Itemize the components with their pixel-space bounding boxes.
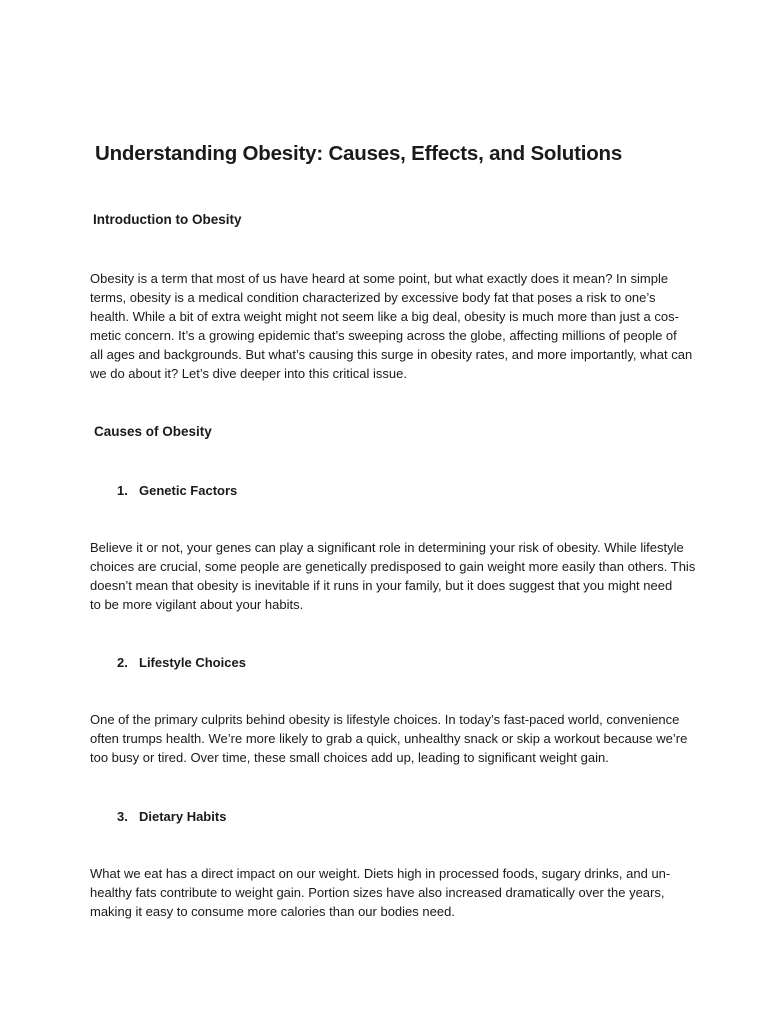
text-line: health. While a bit of extra weight might not seem like a big deal, obesity is much more than just a cos- xyxy=(90,308,679,324)
list-heading-label: Dietary Habits xyxy=(139,809,227,824)
list-heading-label: Genetic Factors xyxy=(139,483,238,498)
paragraph-dietary-habits xyxy=(90,865,670,922)
list-number: 1. xyxy=(117,483,128,498)
paragraph-introduction xyxy=(90,270,692,383)
document-title: Understanding Obesity: Causes, Effects, and Solutions xyxy=(95,142,623,165)
text-line: doesn’t mean that obesity is inevitable if it runs in your family, but it does suggest that you might need xyxy=(90,577,673,593)
list-number: 2. xyxy=(117,655,128,670)
text-line: too busy or tired. Over time, these small choices add up, leading to significant weight gain. xyxy=(90,749,609,765)
text-line: often trumps health. We’re more likely to grab a quick, unhealthy snack or skip a workout because we’re xyxy=(90,730,688,746)
text-line: metic concern. It’s a growing epidemic that’s sweeping across the globe, affecting millions of people of xyxy=(90,327,677,343)
text-line: healthy fats contribute to weight gain. Portion sizes have also increased dramatically over the years, xyxy=(90,884,665,900)
text-line: to be more vigilant about your habits. xyxy=(90,596,304,612)
text-line: terms, obesity is a medical condition characterized by excessive body fat that poses a risk to one’s xyxy=(90,289,656,305)
text-line: One of the primary culprits behind obesity is lifestyle choices. In today’s fast-paced world, convenience xyxy=(90,712,680,727)
section-heading-causes: Causes of Obesity xyxy=(94,424,212,439)
text-line: we do about it? Let’s dive deeper into this critical issue. xyxy=(90,365,407,381)
section-heading-introduction: Introduction to Obesity xyxy=(93,212,242,227)
text-line: What we eat has a direct impact on our weight. Diets high in processed foods, sugary drinks, and un- xyxy=(90,866,671,881)
text-line: Believe it or not, your genes can play a significant role in determining your risk of obesity. While lifestyle xyxy=(90,540,684,555)
paragraph-genetic-factors xyxy=(90,539,695,615)
text-line: choices are crucial, some people are genetically predisposed to gain weight more easily than others. This xyxy=(90,558,696,574)
paragraph-lifestyle-choices xyxy=(90,711,687,768)
list-number: 3. xyxy=(117,809,128,824)
text-line: Obesity is a term that most of us have heard at some point, but what exactly does it mean? In simple xyxy=(90,271,669,286)
text-line: all ages and backgrounds. But what’s causing this surge in obesity rates, and more importantly, what can xyxy=(90,346,693,362)
text-line: making it easy to consume more calories than our bodies need. xyxy=(90,903,455,919)
list-heading-label: Lifestyle Choices xyxy=(139,655,246,670)
